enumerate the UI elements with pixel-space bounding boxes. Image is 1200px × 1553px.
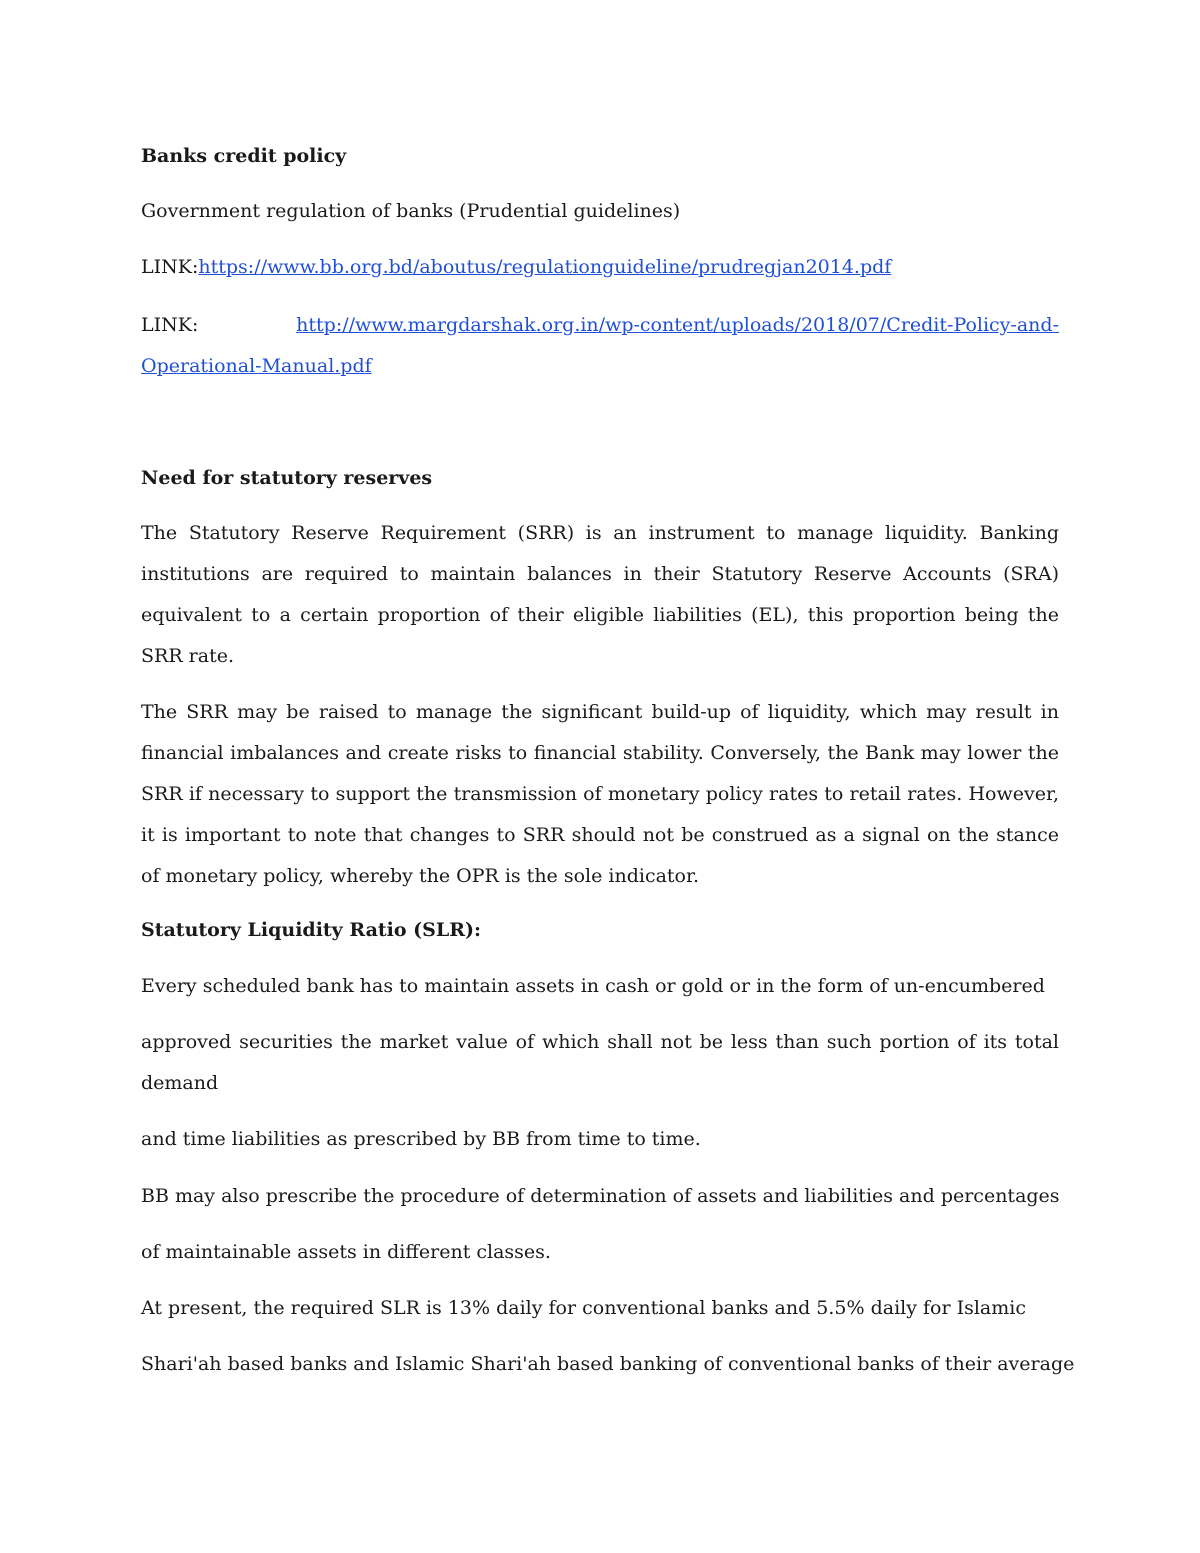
heading-slr: Statutory Liquidity Ratio (SLR): (141, 919, 482, 941)
link2-url-part2[interactable]: Operational-Manual.pdf (141, 355, 372, 377)
heading-statutory-reserves: Need for statutory reserves (141, 467, 433, 489)
slr-line-1: Every scheduled bank has to maintain assets in cash or gold or in the form of un-encumbered (141, 975, 1045, 997)
heading-banks-credit-policy: Banks credit policy (141, 145, 347, 167)
slr-paragraph-2: approved securities the market value of which shall not be less than such portion of its total demand (141, 1031, 1059, 1094)
srr-paragraph-2: The SRR may be raised to manage the significant build-up of liquidity, which may result in financial imbalances and create risks to financial stability. Conversely, the Bank may lower the SRR if necessary to support the transmission of monetary policy rates to retail rates. However, it is important to note that changes to SRR should not be construed as a signal on the stance of monetary policy, whereby the OPR is the sole indicator. (141, 701, 1059, 887)
srr-paragraph-1: The Statutory Reserve Requirement (SRR) is an instrument to manage liquidity. Banking institutions are required to maintain balances in their Statutory Reserve Accounts (SRA) equivalent to a certain proportion of their eligible liabilities (EL), this proportion being the SRR rate. (141, 522, 1059, 667)
link2-url-part1[interactable]: http://www.margdarshak.org.in/wp-content/uploads/2018/07/Credit-Policy-and- (296, 314, 1059, 336)
slr-line-3: and time liabilities as prescribed by BB from time to time. (141, 1128, 701, 1150)
link1-line (141, 247, 891, 288)
slr-line-4: BB may also prescribe the procedure of determination of assets and liabilities and percentages (141, 1185, 1060, 1207)
gov-regulation-text: Government regulation of banks (Prudential guidelines) (141, 200, 681, 222)
link1-url[interactable]: https://www.bb.org.bd/aboutus/regulationguideline/prudregjan2014.pdf (198, 256, 892, 278)
slr-line-5: of maintainable assets in different classes. (141, 1241, 551, 1263)
slr-line-6: At present, the required SLR is 13% daily for conventional banks and 5.5% daily for Islamic (141, 1297, 1026, 1319)
link2-line (141, 305, 1059, 346)
link2-line-continued (141, 346, 372, 387)
link2-label: LINK: (141, 314, 199, 336)
link1-label: LINK: (141, 256, 199, 278)
slr-line-7: Shari'ah based banks and Islamic Shari'ah based banking of conventional banks of their average (141, 1353, 1075, 1375)
